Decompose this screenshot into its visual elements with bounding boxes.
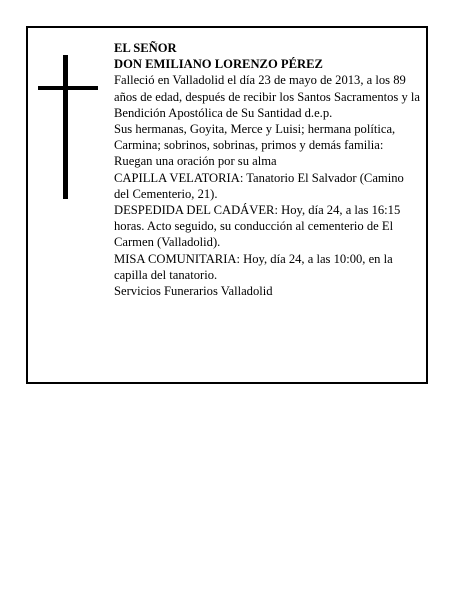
chapel-info: CAPILLA VELATORIA: Tanatorio El Salvador (Camino del Cementerio, 21). — [114, 170, 404, 201]
latin-cross-icon — [38, 55, 98, 199]
cross-vertical-bar — [63, 55, 68, 199]
family-paragraph: Sus hermanas, Goyita, Merce y Luisi; hermana política, Carmina; sobrinos, sobrinas, primos y demás familia: — [114, 122, 396, 153]
mass-info: MISA COMUNITARIA: Hoy, día 24, a las 10:00, en la capilla del tanatorio. — [114, 251, 393, 282]
death-paragraph: Falleció en Valladolid el día 23 de mayo de 2013, a los 89 años de edad, después de recibir los Santos Sacramentos y la Bendición Apostólica de Su Santidad d.e.p. — [114, 73, 421, 120]
funeral-services: Servicios Funerarios Valladolid — [114, 284, 273, 299]
notice-text — [114, 40, 422, 299]
deceased-name: DON EMILIANO LORENZO PÉREZ — [114, 57, 323, 72]
notice-title-line1: EL SEÑOR — [114, 41, 177, 55]
prayer-request: Ruegan una oración por su alma — [114, 154, 277, 169]
cross-horizontal-bar — [38, 86, 98, 90]
obituary-notice — [26, 26, 428, 384]
farewell-info: DESPEDIDA DEL CADÁVER: Hoy, día 24, a las 16:15 horas. Acto seguido, su conducción al cementerio de El Carmen (Valladolid). — [114, 203, 401, 250]
